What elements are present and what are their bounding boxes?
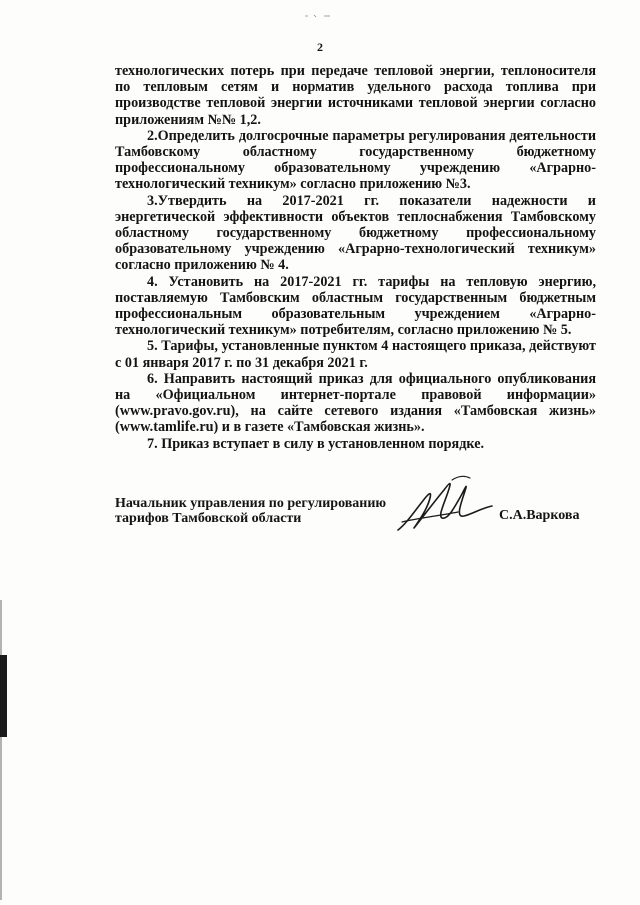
scan-noise-mark [304,14,332,18]
scan-edge-shadow [0,655,7,737]
paragraph-item-3: 3.Утвердить на 2017-2021 гг. показатели надежности и энергетической эффективности объектов теплоснабжения Тамбовскому областному государственному бюджетному профессиональному образовательному учреждению «Аграрно-технологический техникум» согласно приложению № 4. [115,192,596,274]
paragraph-item-5: 5. Тарифы, установленные пунктом 4 настоящего приказа, действуют с 01 января 2017 г. по 31 декабря 2021 г. [115,338,596,371]
signatory-position [115,496,395,526]
scan-edge-line [0,600,2,900]
order-body-text [115,63,596,452]
signatory-name: С.А.Варкова [499,508,580,523]
paragraph-continuation: технологических потерь при передаче тепловой энергии, теплоносителя по тепловым сетям и норматив удельного расхода топлива при производстве тепловой энергии источниками тепловой энергии согласно приложениям №№ 1,2. [115,63,596,128]
handwritten-signature [392,472,497,540]
paragraph-item-2: 2.Определить долгосрочные параметры регулирования деятельности Тамбовскому областному государственному бюджетному профессиональному образовательному учреждению «Аграрно-технологический техникум» согласно приложению №3. [115,127,596,193]
paragraph-item-7: 7. Приказ вступает в силу в установленном порядке. [147,435,485,452]
paragraph-item-4: 4. Установить на 2017-2021 гг. тарифы на тепловую энергию, поставляемую Тамбовским областным государственным бюджетным профессиональным образовательным учреждением «Аграрно-технологический техникум» потребителям, согласно приложению № 5. [115,273,596,339]
page-number: 2 [317,40,323,54]
signatory-position-line2: тарифов Тамбовской области [115,511,302,526]
paragraph-item-6: 6. Направить настоящий приказ для официального опубликования на «Официальном интернет-портале правовой информации» (www.pravo.gov.ru), на сайте сетевого издания «Тамбовская жизнь» (www.tamlife.ru) и в газете «Тамбовская жизнь». [115,370,596,436]
signatory-position-line1: Начальник управления по регулированию [115,496,387,511]
